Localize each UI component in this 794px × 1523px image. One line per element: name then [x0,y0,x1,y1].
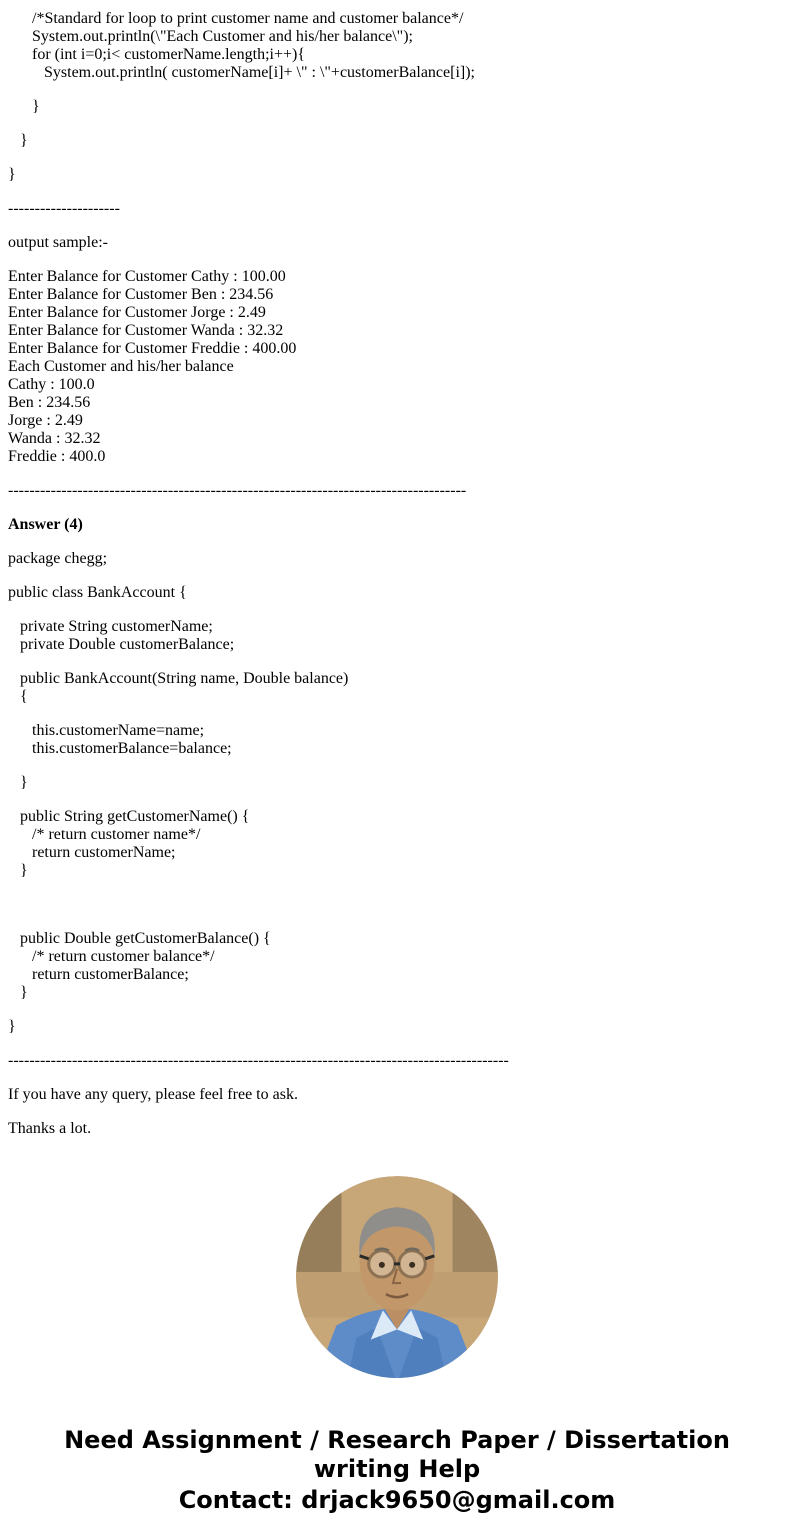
code-close-class-1: } [8,166,16,183]
code-close-class-2: } [8,1018,16,1035]
constructor-signature: public BankAccount(String name, Double balance) { [8,670,349,705]
help-heading: Need Assignment / Research Paper / Dissertation writing Help [64,1426,730,1483]
getter-customer-balance: public Double getCustomerBalance() { /* return customer balance*/ return customerBalance; } [8,930,271,1001]
query-note: If you have any query, please feel free to ask. [8,1086,298,1103]
answer-heading: Answer (4) [8,516,83,533]
class-declaration: public class BankAccount { [8,584,187,601]
tutor-portrait-icon [296,1176,498,1378]
footer [8,1176,786,1515]
code-close-method: } [8,132,28,149]
code-print-loop: /*Standard for loop to print customer name and customer balance*/ System.out.println(\"Each Customer and his/her balance\"); for (int i=0;i< customerName.length;i++){ System.out.println( customerName[i]+ \" : \"+customerBalance[i]); [8,10,475,81]
divider-short: --------------------- [8,200,120,217]
document-blocks [8,10,786,1138]
divider-medium: -------------------------------------------------------------------------------------- [8,482,467,499]
contact-email: Contact: drjack9650@gmail.com [178,1486,616,1514]
tutor-avatar [296,1176,498,1378]
field-declarations: private String customerName; private Double customerBalance; [8,618,235,653]
code-close-loop: } [8,98,40,115]
thanks-note: Thanks a lot. [8,1120,92,1137]
blank-line [8,896,786,914]
constructor-close: } [8,774,28,791]
document [8,10,786,1515]
constructor-body: this.customerName=name; this.customerBalance=balance; [8,722,232,757]
getter-customer-name: public String getCustomerName() { /* return customer name*/ return customerName; } [8,808,250,879]
package-line: package chegg; [8,550,108,567]
divider-long: ---------------------------------------------------------------------------------------------- [8,1052,509,1069]
output-sample-label: output sample:- [8,234,108,251]
output-sample: Enter Balance for Customer Cathy : 100.00 Enter Balance for Customer Ben : 234.56 Enter Balance for Customer Jorge : 2.49 Enter Balance for Customer Wanda : 32.32 Enter Balance for Customer Freddie : 400.00 Each Customer and his/her balance Cathy : 100.0 Ben : 234.56 Jorge : 2.49 Wanda : 32.32 Freddie : 400.0 [8,268,297,465]
